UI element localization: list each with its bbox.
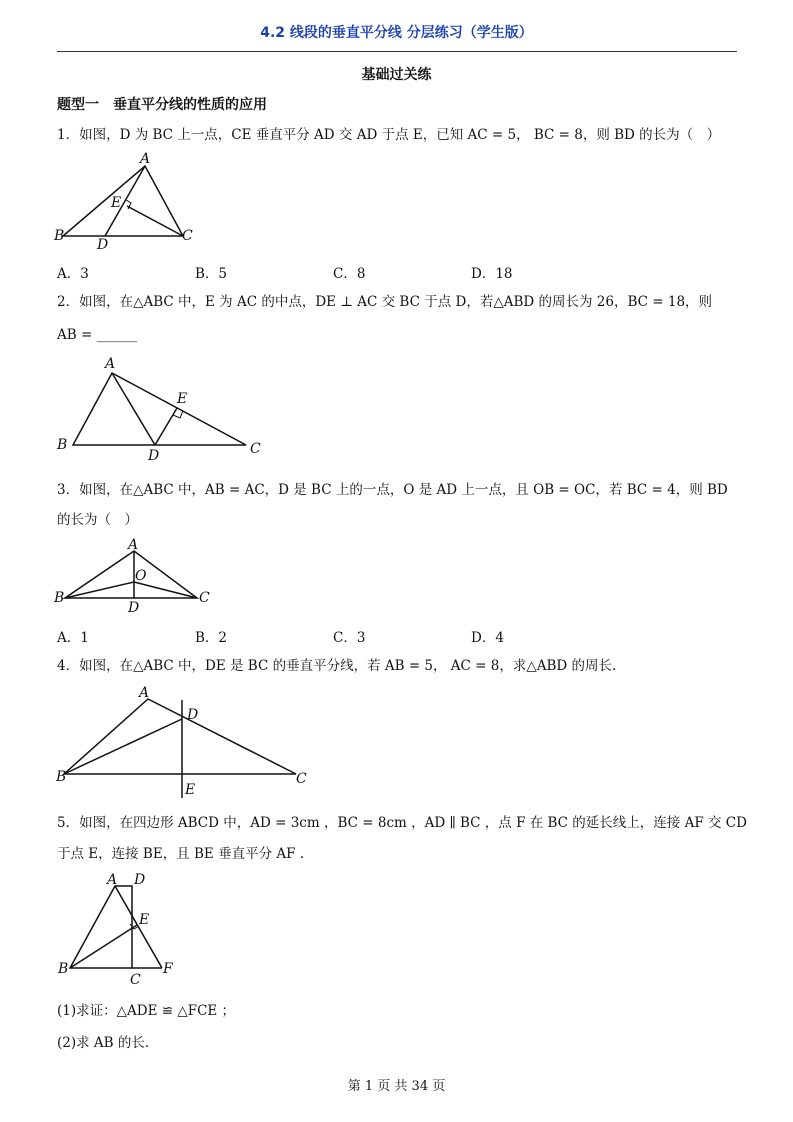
q2-triangle-abc	[73, 373, 246, 445]
q1-label-d: D	[97, 237, 109, 253]
page-footer: 第 1 页 共 34 页	[347, 1079, 446, 1094]
q1-label-a: A	[140, 151, 151, 167]
question-3-text-line-2: 的长为（ ）	[57, 512, 138, 528]
q2-label-b: B	[57, 437, 68, 453]
question-5-figure	[50, 868, 190, 993]
question-1-figure	[50, 148, 210, 253]
q4-label-c: C	[296, 771, 307, 787]
q3-option-d: D．4	[471, 630, 504, 646]
q5-label-c: C	[130, 972, 141, 988]
q5-label-f: F	[163, 961, 173, 977]
question-4-text: 4．如图，在△ABC 中，DE 是 BC 的垂直平分线，若 AB = 5， AC = 8，求△ABD 的周长.	[57, 658, 617, 674]
question-4-figure	[50, 682, 320, 802]
question-5-part-2: (2)求 AB 的长.	[57, 1035, 150, 1051]
q5-label-d: D	[134, 872, 146, 888]
q3-segment-oc	[134, 582, 197, 598]
header-divider	[57, 51, 737, 52]
q1-option-b: B．5	[195, 266, 228, 282]
question-5-part-1: (1)求证：△ADE ≌ △FCE ；	[57, 1003, 236, 1019]
q2-segment-de	[155, 408, 177, 445]
question-type-title: 题型一 垂直平分线的性质的应用	[57, 97, 267, 113]
q1-option-d: D．18	[471, 266, 513, 282]
document-header: 4.2 线段的垂直平分线 分层练习（学生版）	[260, 25, 533, 41]
question-2-text-line-1: 2．如图，在△ABC 中，E 为 AC 的中点，DE ⊥ AC 交 BC 于点 D，若△ABD 的周长为 26，BC = 18，则	[57, 294, 713, 310]
q1-option-a: A．3	[57, 266, 89, 282]
q1-triangle-abc	[63, 166, 183, 236]
q5-label-b: B	[58, 961, 69, 977]
q5-label-a: A	[107, 872, 118, 888]
q3-option-a: A．1	[57, 630, 89, 646]
q3-triangle-abc	[65, 551, 197, 598]
q2-label-d: D	[148, 448, 160, 464]
q1-label-c: C	[182, 228, 193, 244]
q2-label-e: E	[177, 391, 188, 407]
q4-label-d: D	[187, 707, 199, 723]
q4-label-a: A	[139, 685, 150, 701]
q5-segment-be	[70, 925, 137, 968]
question-2-figure	[50, 352, 280, 467]
question-1-text: 1．如图，D 为 BC 上一点，CE 垂直平分 AD 交 AD 于点 E，已知 AC = 5， BC = 8，则 BD 的长为（ ）	[57, 127, 721, 143]
q3-label-d: D	[128, 600, 140, 616]
q2-label-a: A	[105, 356, 116, 372]
q1-option-c: C．8	[333, 266, 366, 282]
section-title: 基础过关练	[361, 67, 432, 83]
question-5-text-line-1: 5．如图，在四边形 ABCD 中，AD = 3cm ，BC = 8cm ，AD ∥ BC ，点 F 在 BC 的延长线上，连接 AF 交 CD	[57, 815, 747, 831]
q3-option-b: B．2	[195, 630, 228, 646]
question-2-text-line-2: AB = ______	[57, 327, 138, 343]
q1-label-b: B	[54, 228, 65, 244]
q3-segment-ob	[65, 582, 134, 598]
q1-label-e: E	[111, 195, 122, 211]
q3-label-b: B	[54, 590, 65, 606]
q3-label-a: A	[128, 537, 139, 553]
q4-triangle-abc	[64, 699, 296, 774]
question-5-text-line-2: 于点 E，连接 BE，且 BE 垂直平分 AF .	[57, 846, 305, 862]
q5-label-e: E	[139, 912, 150, 928]
q4-label-e: E	[185, 782, 196, 798]
q3-option-c: C．3	[333, 630, 366, 646]
q4-label-b: B	[56, 769, 67, 785]
question-3-text-line-1: 3．如图，在△ABC 中，AB = AC，D 是 BC 上的一点，O 是 AD 上一点，且 OB = OC，若 BC = 4，则 BD	[57, 482, 728, 498]
q2-label-c: C	[250, 441, 261, 457]
q3-label-o: O	[135, 568, 147, 584]
q4-segment-bd	[64, 719, 182, 774]
q3-label-c: C	[199, 590, 210, 606]
question-3-figure	[50, 536, 220, 616]
